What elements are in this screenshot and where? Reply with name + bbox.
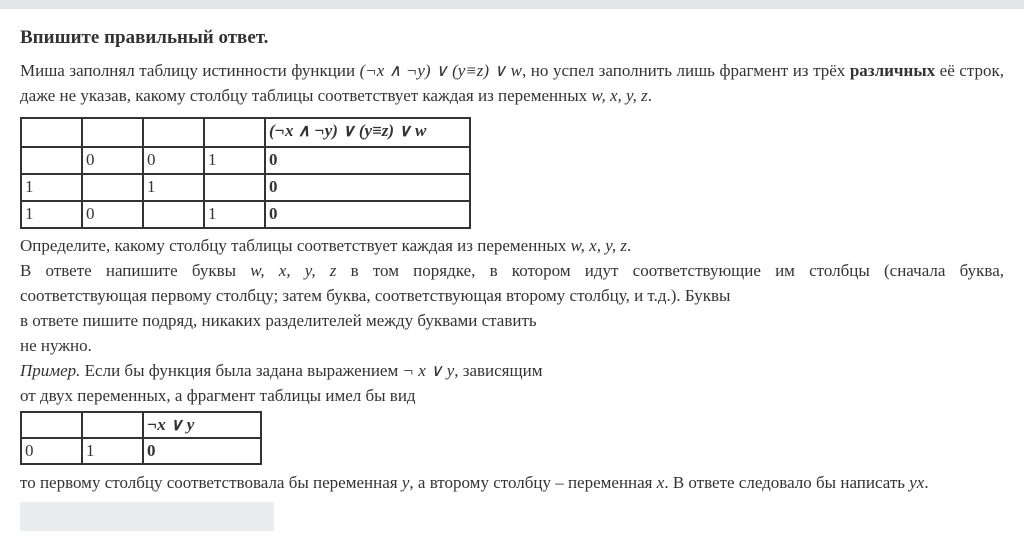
answer-instructions-line: соответствующая первому столбцу; затем буква, соответствующая второму столбцу, и т.д.). Буквы <box>20 286 731 305</box>
table-cell <box>143 201 204 228</box>
instructions-text: В ответе напишите буквы <box>20 261 251 280</box>
example-table <box>20 411 262 465</box>
variables-list-inline: w, x, y, z <box>250 261 337 280</box>
table-cell <box>82 174 143 201</box>
function-value-cell: 0 <box>265 201 470 228</box>
question-text <box>20 233 1004 258</box>
table-cell: 0 <box>82 201 143 228</box>
table-cell: 1 <box>143 174 204 201</box>
table-cell: 1 <box>82 438 143 464</box>
example-label: Пример. <box>20 361 81 380</box>
example-table-row <box>21 438 261 464</box>
table-header-cell <box>21 118 82 147</box>
function-value-cell: 0 <box>265 147 470 174</box>
task-description-text: её строк, даже не указав, какому столбцу таблицы соответствует каждая из переменных <box>20 61 1004 105</box>
table-header-cell <box>21 412 82 438</box>
example-text-part: Если бы функция была задана выражением <box>80 361 403 380</box>
table-cell <box>204 174 265 201</box>
truth-table-header-row <box>21 118 470 147</box>
explanation-text: . В ответе следовало бы написать <box>664 473 910 492</box>
answer-instructions-line <box>20 258 1004 283</box>
instructions-text: в том порядке, в котором идут соответствующие им столбцы (сначала буква, <box>336 261 1004 280</box>
example-explanation <box>20 470 1004 495</box>
task-description-text: . <box>647 86 653 105</box>
truth-table-row <box>21 147 470 174</box>
explanation-text: . <box>924 473 929 492</box>
table-header-cell <box>82 118 143 147</box>
table-cell <box>21 147 82 174</box>
truth-table-formula-header: (¬x ∧ ¬y) ∨ (y≡z) ∨ w <box>265 118 470 147</box>
emphasis-word: различных <box>849 61 936 80</box>
question-text-part: . <box>626 236 632 255</box>
function-formula-inline: (¬x ∧ ¬y) ∨ (y≡z) ∨ w <box>359 61 522 80</box>
truth-table-row <box>21 201 470 228</box>
example-table-formula-header: ¬x ∨ y <box>143 412 261 438</box>
question-text-part: Определите, какому столбцу таблицы соответствует каждая из переменных <box>20 236 571 255</box>
table-header-cell <box>204 118 265 147</box>
variable-inline: x <box>656 473 665 492</box>
table-header-cell <box>143 118 204 147</box>
task-description-text: Миша заполнял таблицу истинности функции <box>20 61 360 80</box>
example-table-header-row <box>21 412 261 438</box>
answer-instructions-line: не нужно. <box>20 336 92 355</box>
table-cell: 1 <box>204 147 265 174</box>
table-cell: 0 <box>21 438 82 464</box>
table-header-cell <box>82 412 143 438</box>
answer-input[interactable] <box>20 502 274 531</box>
explanation-text: то первому столбцу соответствовала бы переменная <box>20 473 402 492</box>
example-formula-inline: ¬ x ∨ y <box>402 361 455 380</box>
variables-list-inline: w, x, y, z <box>570 236 627 255</box>
example-text-part: , зависящим <box>454 361 543 380</box>
table-cell: 0 <box>143 147 204 174</box>
table-cell: 0 <box>82 147 143 174</box>
task-content <box>0 26 1024 531</box>
table-cell: 1 <box>21 174 82 201</box>
task-description-text: , но успел заполнить лишь фрагмент из трёх <box>521 61 850 80</box>
table-cell: 1 <box>21 201 82 228</box>
example-text <box>20 358 1004 383</box>
top-divider-bar <box>0 0 1024 9</box>
variables-list-inline: w, x, y, z <box>591 86 648 105</box>
function-value-cell: 0 <box>265 174 470 201</box>
truth-table <box>20 117 471 229</box>
function-value-cell: 0 <box>143 438 261 464</box>
variable-inline: y <box>401 473 410 492</box>
answer-instructions-line: в ответе пишите подряд, никаких разделителей между буквами ставить <box>20 311 537 330</box>
truth-table-row <box>21 174 470 201</box>
example-text-line: от двух переменных, а фрагмент таблицы имел бы вид <box>20 386 416 405</box>
answer-example-inline: yx <box>909 473 925 492</box>
task-description <box>20 58 1004 108</box>
table-cell: 1 <box>204 201 265 228</box>
explanation-text: , а второму столбцу – переменная <box>409 473 657 492</box>
task-prompt-title: Впишите правильный ответ. <box>20 27 269 48</box>
